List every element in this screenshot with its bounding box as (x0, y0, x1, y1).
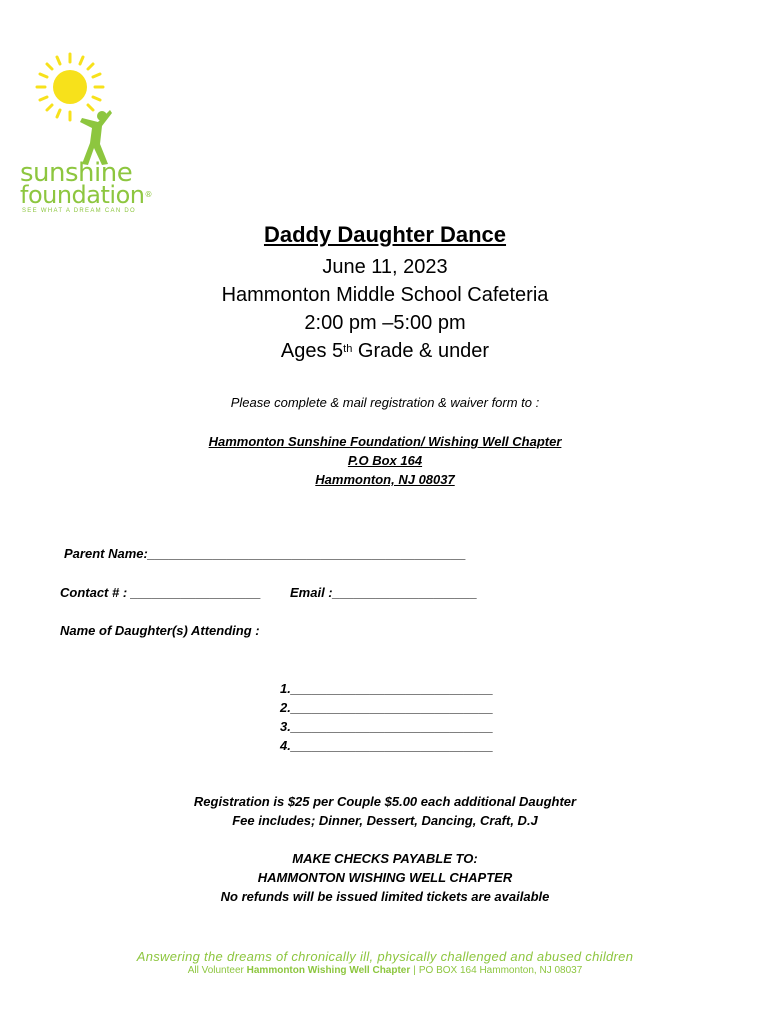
checks-payable-heading: MAKE CHECKS PAYABLE TO: (292, 851, 478, 866)
daughter-line-2[interactable]: 2.____________________________ (280, 700, 494, 715)
event-ages: Ages 5th Grade & under (280, 340, 490, 362)
address-line-3: Hammonton, NJ 08037 (315, 472, 455, 487)
email-field[interactable]: Email :____________________ (290, 585, 478, 600)
daughter-line-4[interactable]: 4.____________________________ (280, 738, 494, 753)
sun-figure-icon (24, 48, 134, 168)
daughter-line-1[interactable]: 1.____________________________ (280, 681, 494, 696)
daughters-label: Name of Daughter(s) Attending : (60, 623, 260, 638)
footer-contact: All Volunteer Hammonton Wishing Well Chapter | PO BOX 164 Hammonton, NJ 08037 (187, 965, 583, 976)
fee-includes: Fee includes; Dinner, Dessert, Dancing, Craft, D.J (232, 813, 538, 828)
event-date: June 11, 2023 (322, 256, 448, 278)
daughter-name-lines (280, 679, 493, 755)
address-line-1: Hammonton Sunshine Foundation/ Wishing Well Chapter (208, 434, 562, 449)
event-time: 2:00 pm –5:00 pm (304, 312, 466, 334)
footer-tagline: Answering the dreams of chronically ill, physically challenged and abused children (136, 949, 634, 964)
no-refunds-note: No refunds will be issued limited tickets are available (220, 889, 550, 904)
mail-instructions: Please complete & mail registration & waiver form to : (230, 395, 540, 410)
event-title: Daddy Daughter Dance (263, 222, 507, 247)
logo-wordmark-top: sunshine (20, 158, 133, 188)
registration-fee: Registration is $25 per Couple $5.00 each additional Daughter (193, 794, 577, 809)
event-location: Hammonton Middle School Cafeteria (221, 284, 549, 306)
sunshine-foundation-logo (18, 48, 152, 218)
logo-wordmark-bottom: foundation® (20, 181, 152, 209)
contact-number-field[interactable]: Contact # : __________________ (60, 585, 261, 600)
parent-name-field[interactable]: Parent Name:____________________________________________ (64, 546, 466, 561)
address-line-2: P.O Box 164 (347, 453, 423, 468)
checks-payee: HAMMONTON WISHING WELL CHAPTER (257, 870, 513, 885)
footer-address: PO BOX 164 Hammonton, NJ 08037 (418, 965, 583, 976)
daughter-line-3[interactable]: 3.____________________________ (280, 719, 494, 734)
logo-tagline: SEE WHAT A DREAM CAN DO (22, 208, 137, 214)
footer-chapter-name: Hammonton Wishing Well Chapter (246, 965, 411, 976)
